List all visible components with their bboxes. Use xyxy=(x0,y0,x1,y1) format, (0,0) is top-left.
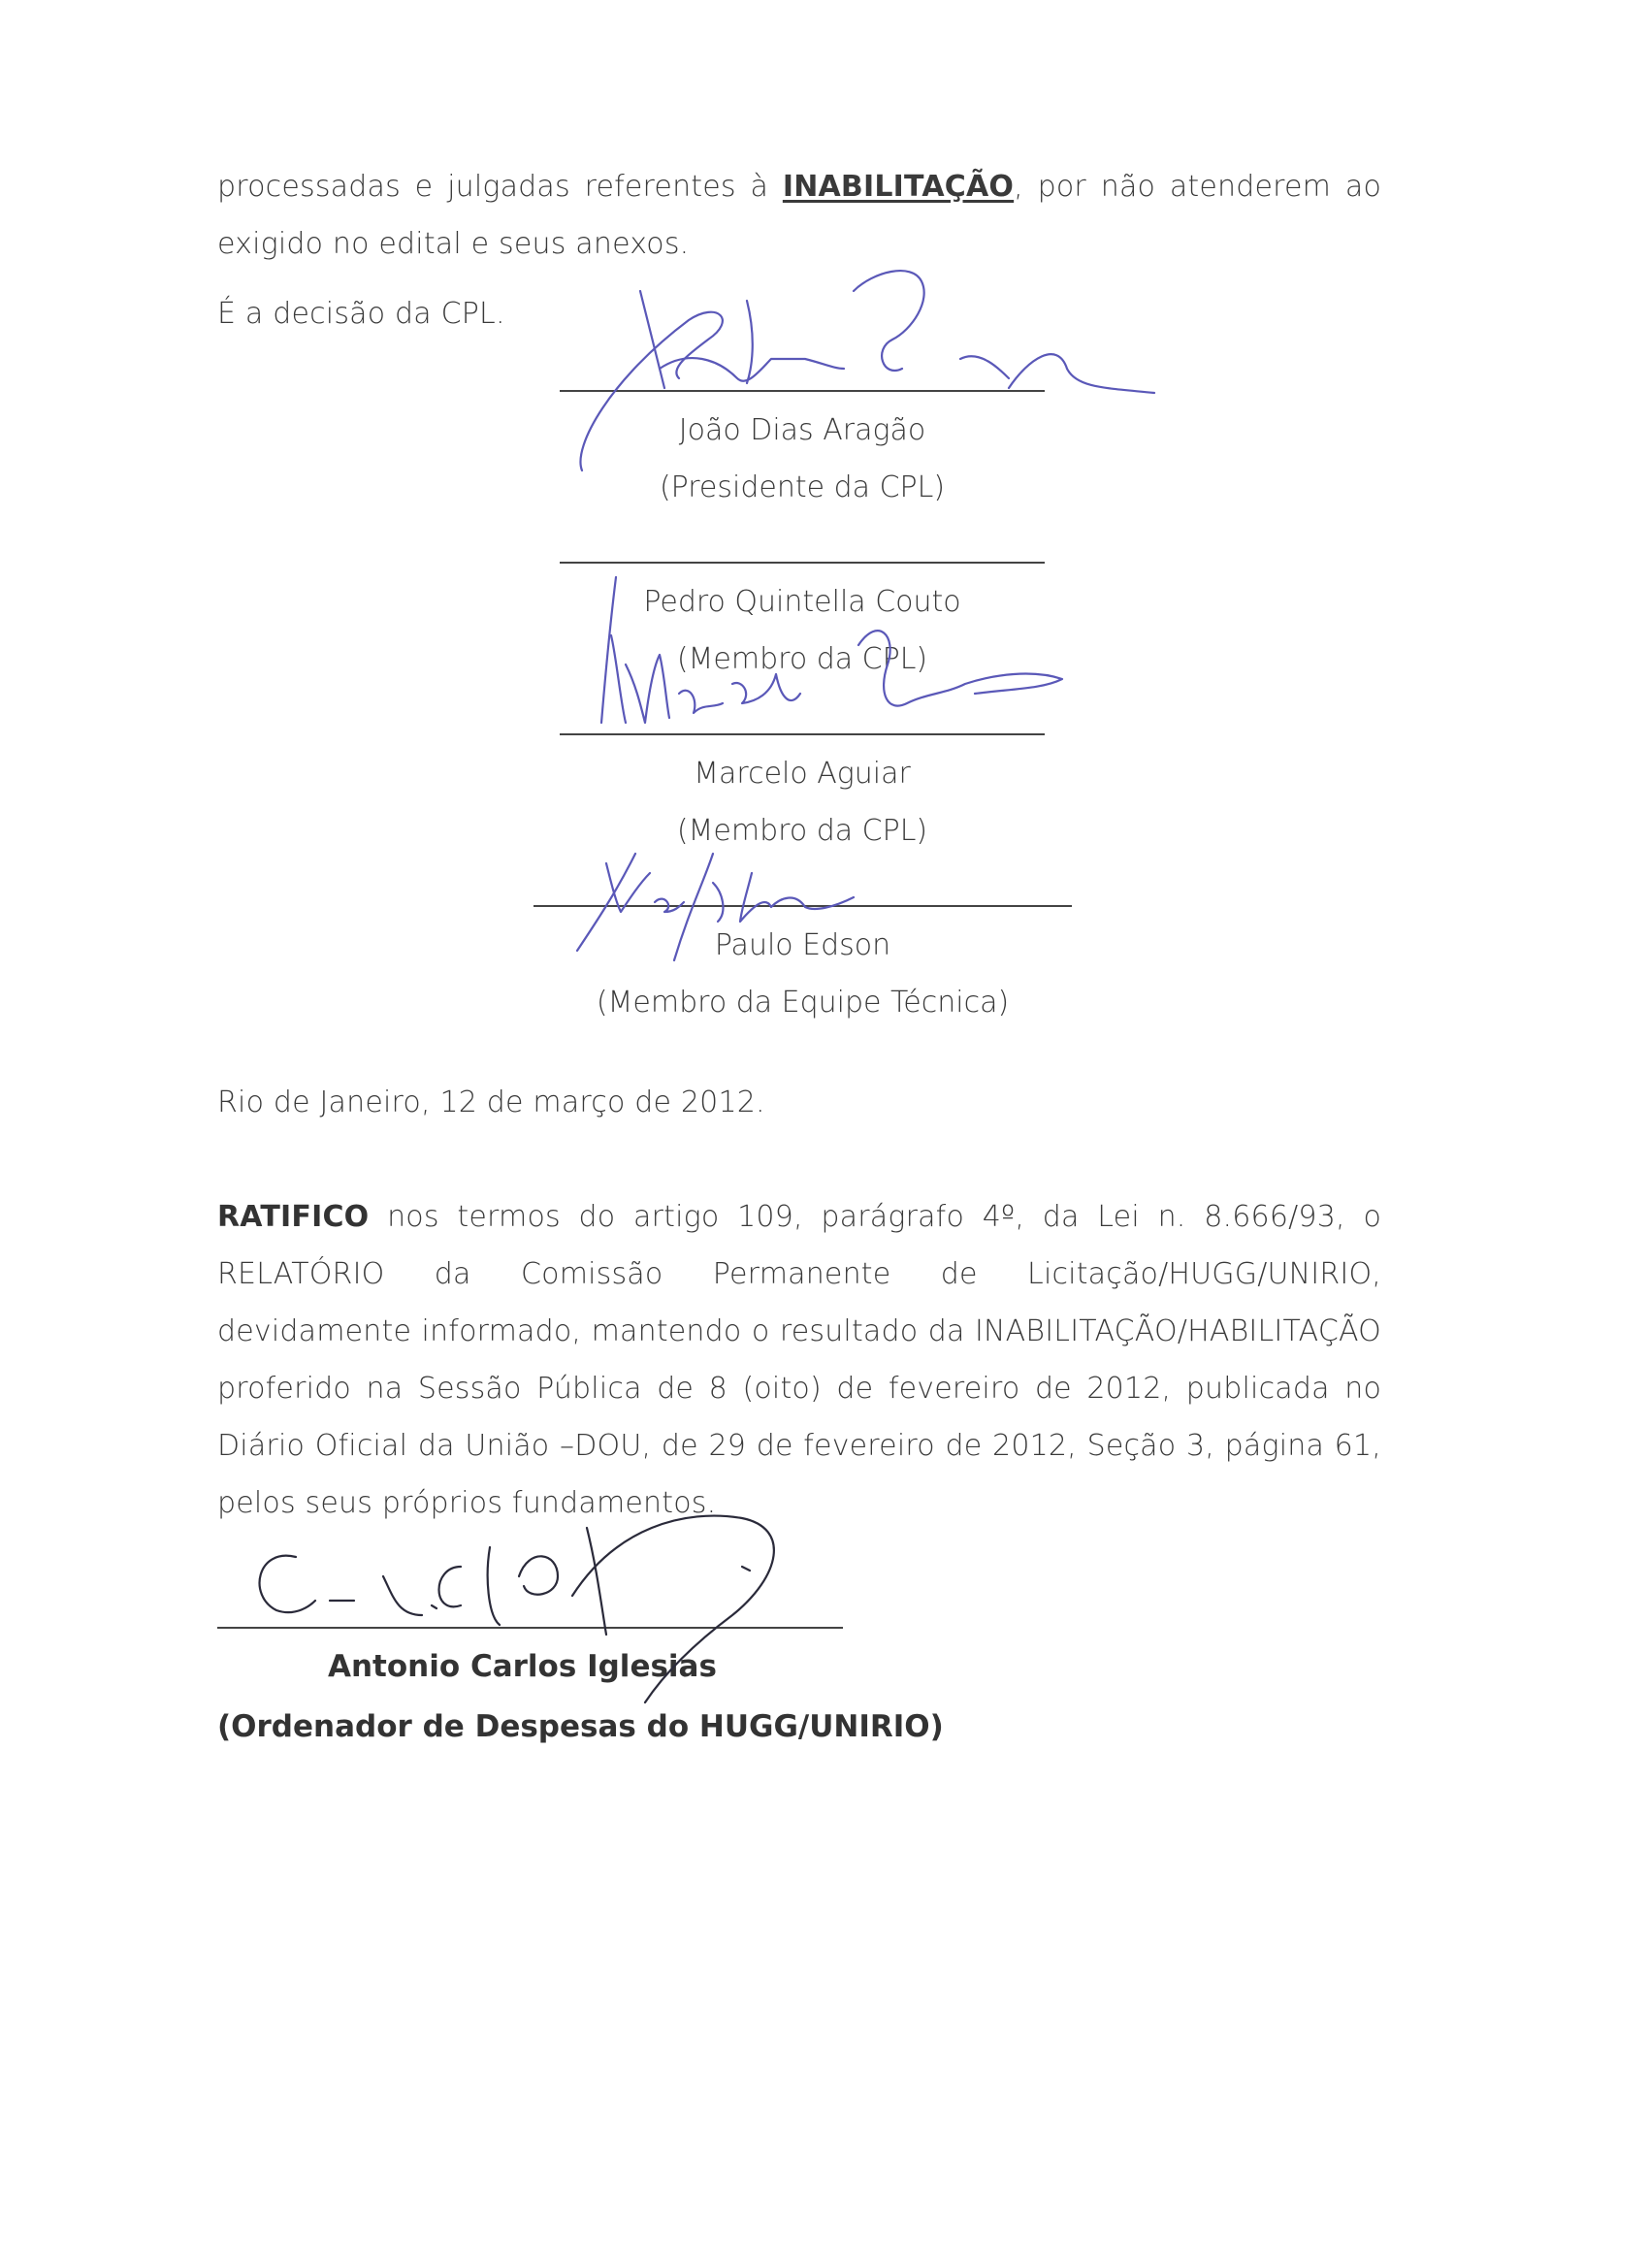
decision-text: É a decisão da CPL. xyxy=(217,297,505,331)
ratifico-label: RATIFICO xyxy=(217,1200,370,1234)
signature-ordering-officer xyxy=(238,1508,858,1722)
signatory-role-member-1: (Membro da CPL) xyxy=(676,642,928,676)
signature-line-technical xyxy=(534,905,1072,907)
signatory-role-technical: (Membro da Equipe Técnica) xyxy=(596,986,1010,1020)
signatory-name-member-1: Pedro Quintella Couto xyxy=(643,585,961,619)
signatory-role-member-2: (Membro da CPL) xyxy=(676,814,928,848)
intro-text-after: , por não atenderem ao exigido no edital e seus anexos. xyxy=(217,170,1382,261)
signature-line-member-1 xyxy=(560,562,1045,564)
intro-paragraph xyxy=(217,158,1381,273)
signature-line-president xyxy=(560,390,1045,392)
signature-line-ordering-officer xyxy=(217,1627,843,1629)
ordering-officer-role: (Ordenador de Despesas do HUGG/UNIRIO) xyxy=(217,1709,944,1744)
signatory-name-technical: Paulo Edson xyxy=(714,928,891,962)
ordering-officer-name: Antonio Carlos Iglesias xyxy=(328,1649,717,1684)
inabilitacao-highlight: INABILITAÇÃO xyxy=(782,170,1015,204)
signatory-name-president: João Dias Aragão xyxy=(678,413,926,447)
intro-text-before: processadas e julgadas referentes à xyxy=(217,170,783,204)
signature-line-member-2 xyxy=(560,733,1045,735)
signatory-name-member-2: Marcelo Aguiar xyxy=(694,757,911,791)
place-date: Rio de Janeiro, 12 de março de 2012. xyxy=(217,1085,765,1119)
ratification-text: nos termos do artigo 109, parágrafo 4º, da Lei n. 8.666/93, o RELATÓRIO da Comissão Permanente de Licitação/HUGG/UNIRIO, devidamente informado, mantendo o resultado da INABILITAÇÃO/HABILITAÇÃO proferido na Sessão Pública de 8 (oito) de fevereiro de 2012, publicada no Diário Oficial da União –DOU, de 29 de fevereiro de 2012, Seção 3, página 61, pelos seus próprios fundamentos. xyxy=(217,1200,1381,1520)
signatory-role-president: (Presidente da CPL) xyxy=(659,470,946,504)
ratification-paragraph xyxy=(217,1188,1381,1532)
